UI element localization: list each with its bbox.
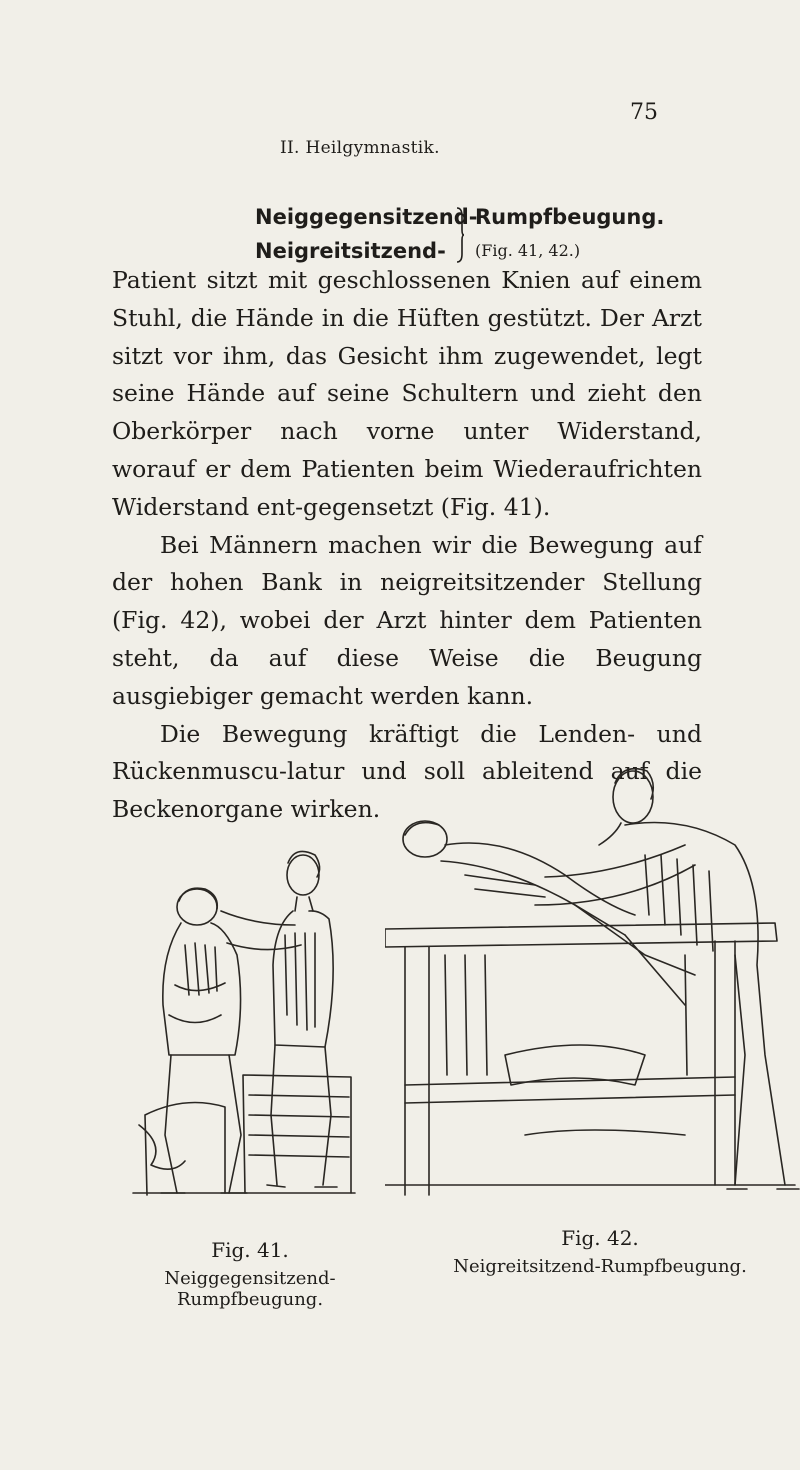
paragraph-1: Patient sitzt mit geschlossenen Knien auf einem Stuhl, die Hände in die Hüften gestützt. Der Arzt sitzt vor ihm, das Gesicht ihm zugewendet, legt seine Hände auf seine Schultern und zieht den Oberkörper nach vorne unter Widerstand, worauf er dem Patienten beim Wiederaufrichten Widerstand ent-gegensetzt (Fig. 41). — [112, 266, 702, 521]
paragraph-2: Bei Männern machen wir die Bewegung auf der hohen Bank in neigreitsitzender Stellung (Fig. 42), wobei der Arzt hinter dem Patienten steht, da auf diese Weise die Beugung ausgiebiger gemacht werden kann. — [112, 530, 702, 710]
section-heading — [255, 200, 675, 270]
figure-41-illustration — [125, 815, 360, 1200]
heading-left-terms — [255, 200, 477, 268]
figure-41-caption — [100, 1238, 400, 1310]
page-number: 75 — [630, 100, 658, 125]
figure-41-title: Neiggegensitzend-Rumpfbeugung. — [164, 1268, 336, 1310]
paragraph-3: Die Bewegung kräftigt die Lenden- und Rückenmuscu-latur und soll ableitend auf die Beckenorgane wirken. — [112, 719, 702, 824]
heading-figure-ref: (Fig. 41, 42.) — [475, 241, 581, 260]
curly-brace-icon — [455, 206, 465, 264]
heading-term-1: Neiggegensitzend- — [255, 205, 478, 229]
figure-41-number: Fig. 41. — [211, 1238, 289, 1262]
figure-42-number: Fig. 42. — [561, 1226, 639, 1250]
heading-term-2: Neigreitsitzend- — [255, 239, 446, 263]
body-text — [112, 262, 702, 829]
figure-42-caption — [400, 1226, 800, 1277]
running-head: II. Heilgymnastik. — [280, 138, 440, 158]
heading-title: Rumpfbeugung. — [475, 205, 665, 229]
figure-42-title: Neigreitsitzend-Rumpfbeugung. — [453, 1256, 747, 1277]
figure-42-illustration — [385, 755, 800, 1200]
